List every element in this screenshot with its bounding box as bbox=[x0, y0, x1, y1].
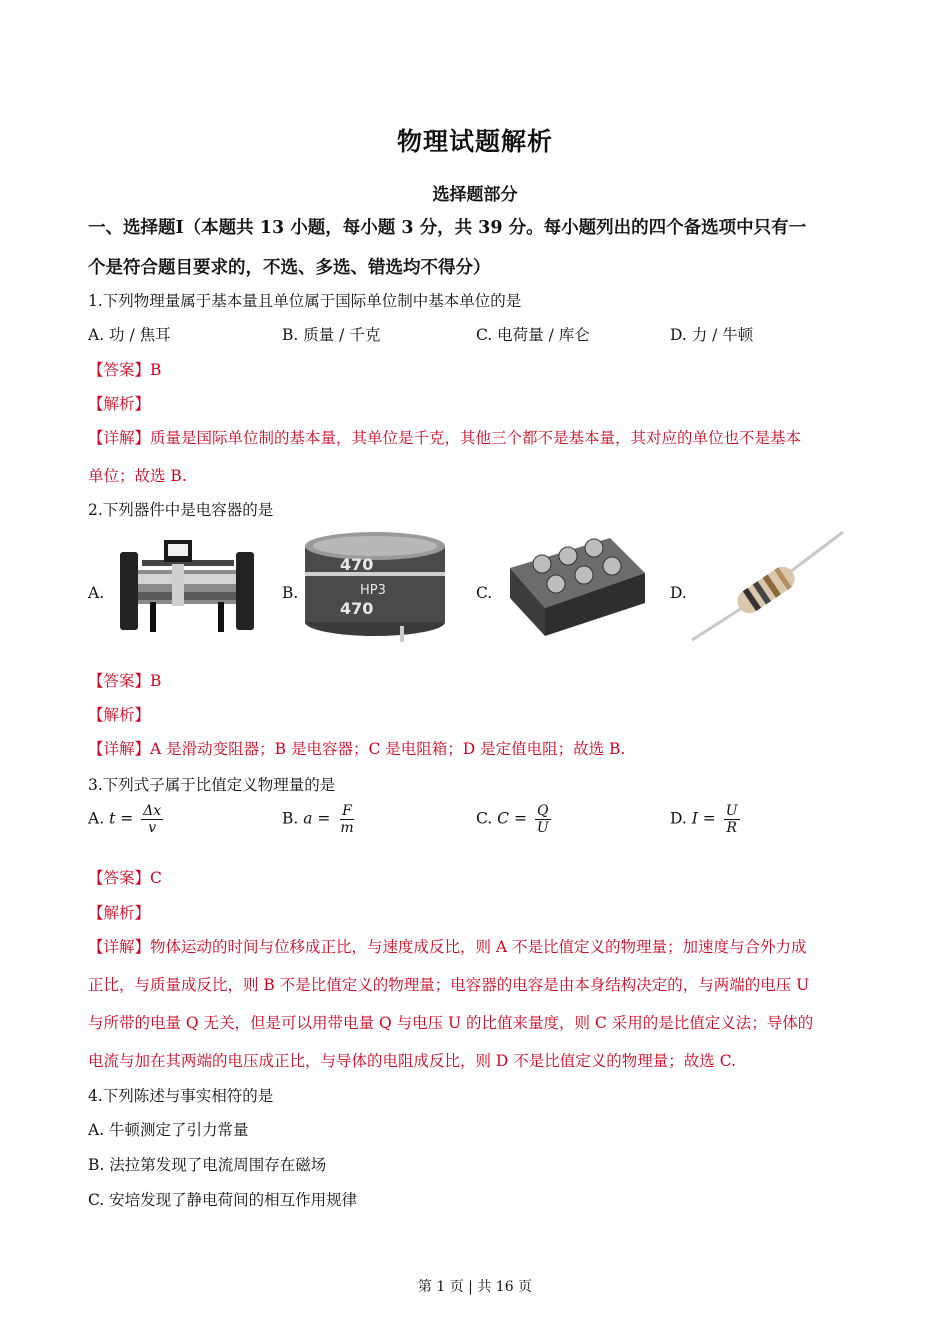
capacitor-marking-mid: HP3 bbox=[360, 583, 386, 598]
capacitor-marking-top: 470 bbox=[340, 555, 374, 574]
q4-option-c: C. 安培发现了静电荷间的相互作用规律 bbox=[88, 1191, 358, 1209]
q1-answer: 【答案】B bbox=[88, 361, 162, 379]
section-subtitle: 选择题部分 bbox=[432, 185, 518, 205]
q1-detail-line-1: 【详解】质量是国际单位制的基本量，其单位是千克，其他三个都不是基本量，其对应的单位也不是基本 bbox=[88, 429, 802, 447]
q3-option-d-fraction bbox=[724, 803, 740, 836]
section-heading-line-1: 一、选择题Ⅰ（本题共 13 小题，每小题 3 分，共 39 分。每小题列出的四个备选项中只有一 bbox=[88, 218, 807, 238]
q3-option-a-numerator: Δx bbox=[143, 803, 162, 819]
q3-option-d-label: D. bbox=[670, 809, 687, 828]
q4-option-a: A. 牛顿测定了引力常量 bbox=[88, 1121, 249, 1139]
q3-detail-line-1: 【详解】物体运动的时间与位移成正比，与速度成反比，则 A 不是比值定义的物理量；加速度与合外力成 bbox=[88, 938, 807, 956]
resistance-box-image bbox=[500, 528, 650, 640]
q3-option-a-lhs: t = bbox=[109, 809, 134, 828]
q3-option-b-denominator: m bbox=[340, 820, 354, 836]
q3-option-b-lhs: a = bbox=[303, 809, 331, 828]
capacitor-marking-bottom: 470 bbox=[340, 599, 374, 618]
q3-analysis-label: 【解析】 bbox=[88, 904, 151, 922]
sliding-rheostat-image bbox=[112, 530, 262, 640]
page-title: 物理试题解析 bbox=[396, 127, 553, 156]
q2-option-b-label: B. bbox=[282, 584, 299, 602]
q2-stem: 2.下列器件中是电容器的是 bbox=[88, 501, 274, 519]
q1-analysis-label: 【解析】 bbox=[88, 395, 151, 413]
section-heading-line-2: 个是符合题目要求的，不选、多选、错选均不得分） bbox=[88, 258, 491, 278]
page-footer: 第 1 页 | 共 16 页 bbox=[417, 1279, 533, 1295]
q3-option-c-denominator: U bbox=[536, 820, 549, 836]
q3-option-b bbox=[282, 803, 356, 836]
q3-option-b-label: B. bbox=[282, 809, 299, 828]
q3-option-d bbox=[670, 803, 740, 836]
q3-option-a-fraction bbox=[141, 803, 163, 836]
capacitor-image bbox=[300, 530, 450, 642]
q1-option-d: D. 力 / 牛顿 bbox=[670, 326, 754, 344]
q4-option-b: B. 法拉第发现了电流周围存在磁场 bbox=[88, 1156, 327, 1174]
q3-answer: 【答案】C bbox=[88, 869, 162, 887]
q3-detail-line-3: 与所带的电量 Q 无关，但是可以用带电量 Q 与电压 U 的比值来量度，则 C 采用的是比值定义法；导体的 bbox=[88, 1014, 814, 1032]
q1-option-a: A. 功 / 焦耳 bbox=[88, 326, 171, 344]
q2-option-c-label: C. bbox=[476, 584, 493, 602]
fixed-resistor-image bbox=[690, 530, 845, 644]
q2-option-d-label: D. bbox=[670, 584, 687, 602]
q3-option-a-denominator: v bbox=[148, 820, 157, 836]
q3-option-a-label: A. bbox=[88, 809, 105, 828]
q1-option-c: C. 电荷量 / 库仑 bbox=[476, 326, 590, 344]
q3-option-b-numerator: F bbox=[342, 803, 352, 819]
q3-option-d-numerator: U bbox=[725, 803, 738, 819]
q1-stem: 1.下列物理量属于基本量且单位属于国际单位制中基本单位的是 bbox=[88, 292, 522, 310]
q3-option-c-lhs: C = bbox=[497, 809, 527, 828]
q3-detail-line-2: 正比，与质量成反比，则 B 不是比值定义的物理量；电容器的电容是由本身结构决定的，与两端的电压 U bbox=[88, 976, 810, 994]
q3-option-c-numerator: Q bbox=[537, 803, 549, 819]
q2-analysis-label: 【解析】 bbox=[88, 706, 151, 724]
q1-detail-line-2: 单位；故选 B. bbox=[88, 467, 187, 485]
q3-option-d-lhs: I = bbox=[691, 809, 716, 828]
q3-detail-line-4: 电流与加在其两端的电压成正比，与导体的电阻成反比，则 D 不是比值定义的物理量；故选 C. bbox=[88, 1052, 736, 1070]
q2-answer: 【答案】B bbox=[88, 672, 162, 690]
q3-option-d-denominator: R bbox=[726, 820, 737, 836]
q3-option-b-fraction bbox=[338, 803, 355, 836]
q3-stem: 3.下列式子属于比值定义物理量的是 bbox=[88, 776, 336, 794]
q3-option-c bbox=[476, 803, 551, 836]
q2-detail: 【详解】A 是滑动变阻器；B 是电容器；C 是电阻箱；D 是定值电阻；故选 B. bbox=[88, 740, 626, 758]
q3-option-c-fraction bbox=[535, 803, 551, 836]
q2-option-a-label: A. bbox=[88, 584, 105, 602]
q3-option-a bbox=[88, 803, 163, 836]
q3-option-c-label: C. bbox=[476, 809, 493, 828]
q1-option-b: B. 质量 / 千克 bbox=[282, 326, 381, 344]
q4-stem: 4.下列陈述与事实相符的是 bbox=[88, 1087, 274, 1105]
